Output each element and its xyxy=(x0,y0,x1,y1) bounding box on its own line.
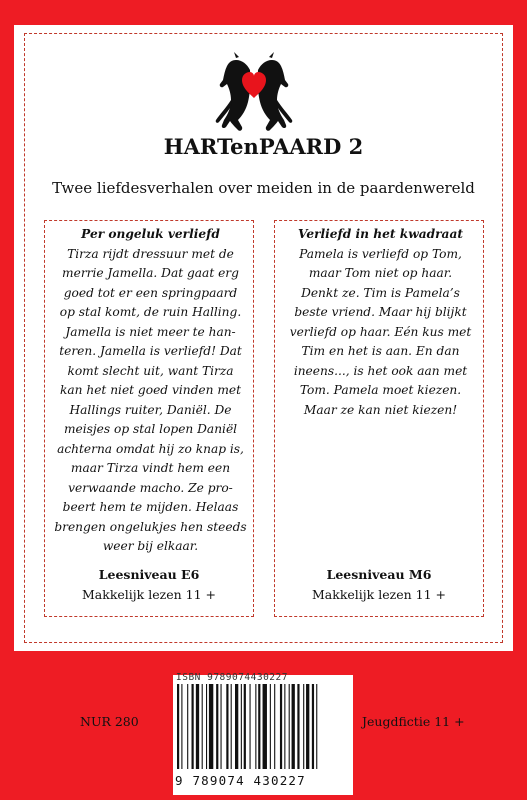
barcode-bar xyxy=(312,684,314,769)
story-body: Pamela is verliefd op Tom, maar Tom niet op haar. Denkt ze. Tim is Pamela’s beste vriend. Maar hij blijkt verliefd op haar. Eén kus met Tim en het is aan. En dan ineens..., is het ook aan met Tom. Pamela moet kiezen. Maar ze kan niet kiezen! xyxy=(289,246,472,417)
story-body: Tirza rijdt dressuur met de merrie Jamella. Dat gaat erg goed tot er een springpaard op stal komt, de ruin Halling. Jamella is niet meer te han- teren. Jamella is verliefd! Dat komt slecht uit, want Tirza kan het niet goed vinden met Hallings ruiter, Daniël. De meisjes op stal lopen Daniël achterna omdat hij zo knap is, maar Tirza vindt hem een verwaande macho. Ze pro- beert hem te mijden. Helaas brengen ongelukjes hen steeds weer bij elkaar. xyxy=(54,246,247,553)
book-subtitle: Twee liefdesverhalen over meiden in de paardenwereld xyxy=(52,179,475,197)
isbn-barcode xyxy=(173,672,353,795)
barcode-bar xyxy=(306,684,309,769)
barcode-bar xyxy=(196,684,199,769)
barcode-bar xyxy=(235,684,238,769)
barcode-bar xyxy=(177,684,179,769)
barcode-bar xyxy=(297,684,299,769)
story-card-2 xyxy=(274,220,484,617)
barcode-bar xyxy=(250,684,251,769)
barcode-bar xyxy=(274,684,275,769)
isbn-label: ISBN 9789074430227 xyxy=(176,672,288,683)
barcode-bar xyxy=(316,684,317,769)
book-title: HARTenPAARD 2 xyxy=(163,134,364,159)
barcode-bar xyxy=(292,684,295,769)
barcode-bar xyxy=(226,684,228,769)
barcode-bar xyxy=(303,684,304,769)
barcode-bar xyxy=(258,684,260,769)
barcode-bar xyxy=(206,684,207,769)
genre-label: Jeugdfictie 11 + xyxy=(362,714,465,729)
nur-code: NUR 280 xyxy=(80,714,139,729)
two-horses-heart-icon xyxy=(214,50,294,140)
barcode-bar xyxy=(284,684,285,769)
barcode-bar xyxy=(280,684,282,769)
back-cover-panel xyxy=(14,25,513,651)
reading-level: Leesniveau E6 xyxy=(98,567,200,582)
barcode-bar xyxy=(244,684,246,769)
barcode-bar xyxy=(263,684,267,769)
barcode-bar xyxy=(187,684,188,769)
story-title: Verliefd in het kwadraat xyxy=(298,227,463,241)
barcode-bar xyxy=(209,684,213,769)
barcode-bar xyxy=(289,684,290,769)
isbn-digits: 9 789074 430227 xyxy=(175,773,306,788)
reading-level: Leesniveau M6 xyxy=(326,567,432,582)
story-title: Per ongeluk verliefd xyxy=(81,227,220,241)
barcode-bar xyxy=(270,684,271,769)
barcode-bar xyxy=(221,684,222,769)
reading-level-description: Makkelijk lezen 11 + xyxy=(82,587,216,602)
barcode-bar xyxy=(202,684,203,769)
story-card-1 xyxy=(44,220,254,617)
barcode-bar xyxy=(216,684,218,769)
barcode-bar xyxy=(231,684,232,769)
barcode-bar xyxy=(241,684,242,769)
barcode-bar xyxy=(255,684,256,769)
reading-level-description: Makkelijk lezen 11 + xyxy=(312,587,446,602)
barcode-bars xyxy=(173,684,353,769)
barcode-bar xyxy=(181,684,182,769)
barcode-bar xyxy=(192,684,194,769)
